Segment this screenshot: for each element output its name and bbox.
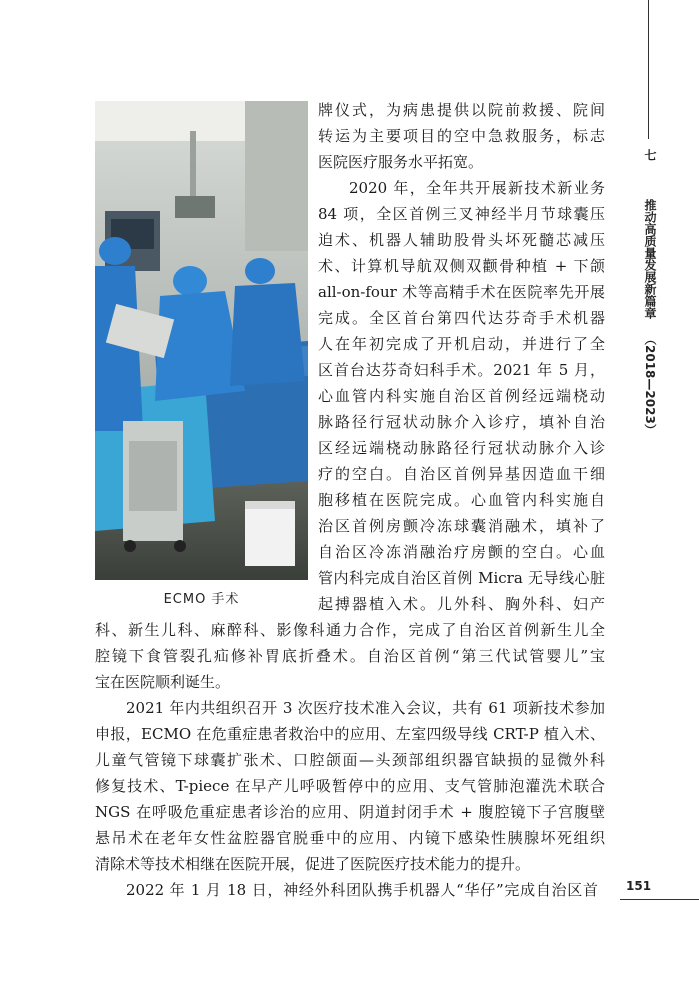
body-text-line: 宝在医院顺利诞生。 [95, 673, 231, 691]
chapter-number: 七 [643, 149, 657, 161]
page-number: 151 [626, 879, 652, 893]
body-text-line: 管内科完成自治区首例 Micra 无导线心脏 [318, 569, 605, 587]
body-text-line: all-on-four 术等高精手术在医院率先开展 [318, 283, 605, 301]
body-text-line: 腔镜下食管裂孔疝修补胃底折叠术。自治区首例“第三代试管婴儿”宝 [95, 647, 605, 665]
chapter-years: （2018—2023） [643, 333, 657, 436]
body-text-line: 起搏器植入术。儿外科、胸外科、妇产 [318, 595, 605, 613]
body-text-line: 疗的空白。自治区首例异基因造血干细 [318, 465, 605, 483]
body-text-line: 84 项，全区首例三叉神经半月节球囊压 [318, 205, 605, 223]
body-text-line: 治区首例房颤冷冻球囊消融术，填补了 [318, 517, 605, 535]
chapter-sidebar [641, 149, 657, 436]
page-number-rule [620, 899, 699, 900]
body-text-line: 医院医疗服务水平拓宽。 [318, 153, 484, 171]
body-text-line: 区经远端桡动脉路径行冠状动脉介入诊 [318, 439, 605, 457]
chapter-title: 推动高质量发展新篇章 [643, 199, 657, 319]
body-text-line: 2021 年内共组织召开 3 次医疗技术准入会议，共有 61 项新技术参加 [126, 699, 605, 717]
body-text-line: 心血管内科实施自治区首例经远端桡动 [318, 387, 605, 405]
body-text-line: 修复技术、T-piece 在早产儿呼吸暂停中的应用、支气管肺泡灌洗术联合 [95, 777, 605, 795]
body-text-line: 清除术等技术相继在医院开展，促进了医院医疗技术能力的提升。 [95, 855, 531, 873]
body-text-line: 悬吊术在老年女性盆腔器官脱垂中的应用、内镜下感染性胰腺坏死组织 [95, 829, 605, 847]
body-text-line: 儿童气管镜下球囊扩张术、口腔颌面—头颈部组织器官缺损的显微外科 [95, 751, 605, 769]
body-text-line: 2022 年 1 月 18 日，神经外科团队携手机器人“华仔”完成自治区首 [126, 881, 598, 899]
body-text-line: 牌仪式，为病患提供以院前救援、院间 [318, 101, 605, 119]
body-text-line: 科、新生儿科、麻醉科、影像科通力合作，完成了自治区首例新生儿全 [95, 621, 605, 639]
body-text-line: 完成。全区首台第四代达芬奇手术机器 [318, 309, 605, 327]
body-text-line: 术、计算机导航双侧双颧骨种植 + 下颌 [318, 257, 605, 275]
ecmo-surgery-photo [95, 101, 308, 580]
surgery-photo-icon [95, 101, 308, 580]
body-text-line: 申报，ECMO 在危重症患者救治中的应用、左室四级导线 CRT-P 植入术、 [95, 725, 605, 743]
body-text-line: 人在年初完成了开机启动，并进行了全 [318, 335, 605, 353]
body-text-line: 区首台达芬奇妇科手术。2021 年 5 月， [318, 361, 605, 379]
body-text-line: 胞移植在医院完成。心血管内科实施自 [318, 491, 605, 509]
body-text-line: 自治区冷冻消融治疗房颤的空白。心血 [318, 543, 605, 561]
body-text-line: 脉路径行冠状动脉介入诊疗，填补自治 [318, 413, 605, 431]
body-text-line: NGS 在呼吸危重症患者诊治的应用、阴道封闭手术 + 腹腔镜下子宫腹壁 [95, 803, 605, 821]
sidebar-rule [648, 0, 649, 139]
photo-caption: ECMO 手术 [163, 592, 240, 607]
body-text-line: 迫术、机器人辅助股骨头坏死髓芯减压 [318, 231, 605, 249]
body-text-line: 转运为主要项目的空中急救服务，标志 [318, 127, 605, 145]
body-text-line: 2020 年，全年共开展新技术新业务 [349, 179, 605, 197]
